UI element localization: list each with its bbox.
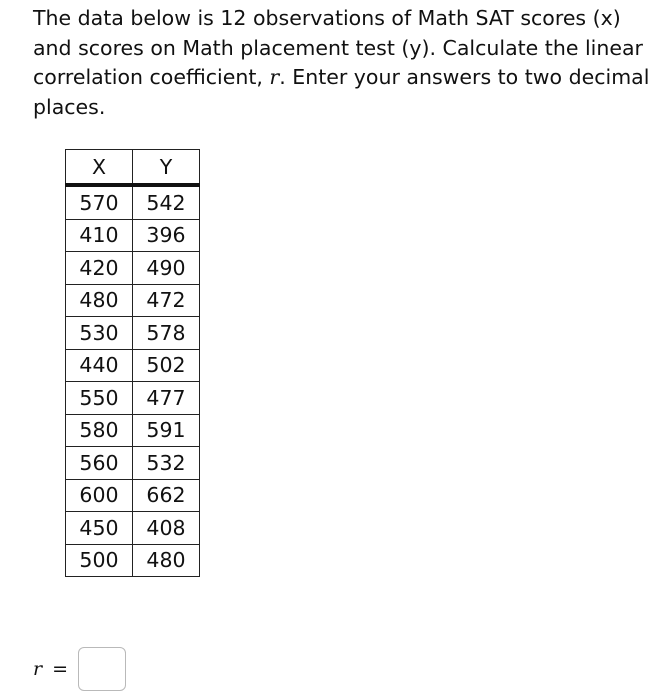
y-value: 532 xyxy=(133,447,200,480)
correlation-answer-input[interactable] xyxy=(78,647,126,691)
column-header-x: X xyxy=(66,150,133,186)
x-value: 500 xyxy=(66,544,133,577)
x-value: 450 xyxy=(66,512,133,545)
table-row xyxy=(66,512,200,545)
y-value: 502 xyxy=(133,349,200,382)
y-value: 591 xyxy=(133,414,200,447)
y-value: 408 xyxy=(133,512,200,545)
answer-label xyxy=(33,658,68,680)
table-header-row xyxy=(66,150,200,186)
y-value: 396 xyxy=(133,219,200,252)
y-value: 472 xyxy=(133,284,200,317)
question-variable: r xyxy=(269,65,280,89)
y-value: 542 xyxy=(133,185,200,219)
x-value: 480 xyxy=(66,284,133,317)
y-value: 480 xyxy=(133,544,200,577)
x-value: 420 xyxy=(66,252,133,285)
table-row xyxy=(66,479,200,512)
question-text-before: The data below is 12 observations of Math SAT scores (x) and scores on Math placement test (y). Calculate the linear correlation coefficient, xyxy=(33,6,643,89)
question-text-after: . Enter your answers to two decimal places. xyxy=(33,65,650,119)
x-value: 600 xyxy=(66,479,133,512)
x-value: 550 xyxy=(66,382,133,415)
table-row xyxy=(66,252,200,285)
data-table xyxy=(65,149,200,577)
table-row xyxy=(66,219,200,252)
y-value: 578 xyxy=(133,317,200,350)
x-value: 530 xyxy=(66,317,133,350)
x-value: 440 xyxy=(66,349,133,382)
y-value: 490 xyxy=(133,252,200,285)
table-row xyxy=(66,414,200,447)
equals-sign: = xyxy=(52,658,69,680)
column-header-y: Y xyxy=(133,150,200,186)
x-value: 560 xyxy=(66,447,133,480)
table-row xyxy=(66,382,200,415)
x-value: 570 xyxy=(66,185,133,219)
table-row xyxy=(66,284,200,317)
y-value: 477 xyxy=(133,382,200,415)
question-text xyxy=(33,4,653,122)
table-row xyxy=(66,544,200,577)
x-value: 410 xyxy=(66,219,133,252)
table-row xyxy=(66,349,200,382)
answer-variable: r xyxy=(33,658,43,680)
x-value: 580 xyxy=(66,414,133,447)
table-row xyxy=(66,317,200,350)
y-value: 662 xyxy=(133,479,200,512)
answer-row xyxy=(33,645,126,693)
table-row xyxy=(66,447,200,480)
table-row xyxy=(66,185,200,219)
